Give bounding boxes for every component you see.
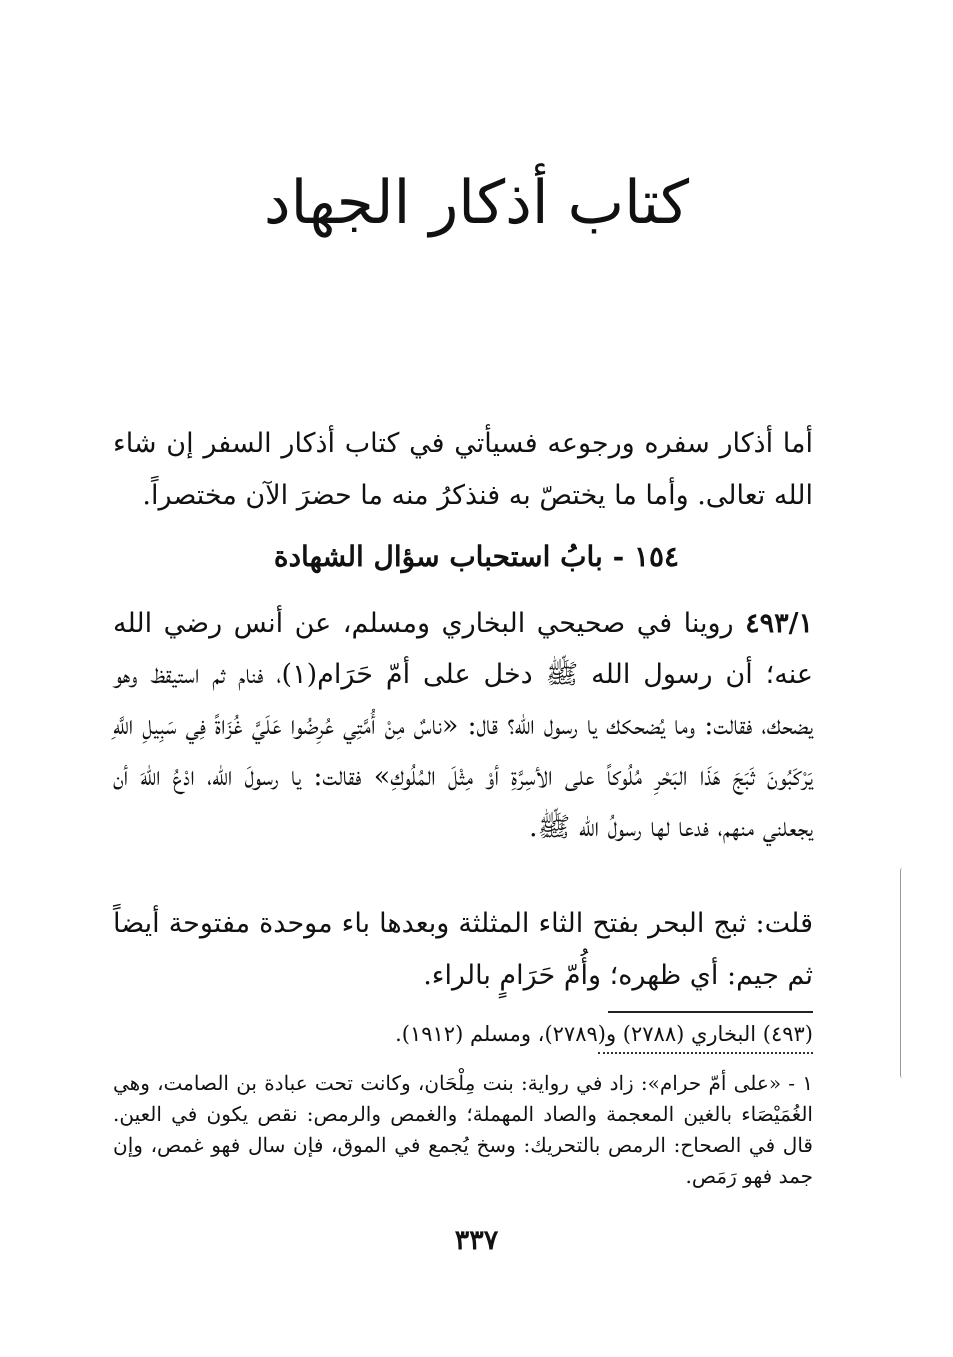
- chapter-heading: ١٥٤ - بابُ استحباب سؤال الشهادة: [273, 540, 680, 573]
- page-number: ٣٣٧: [454, 1225, 499, 1256]
- footnote-divider: [608, 1011, 813, 1013]
- margin-mark: [900, 868, 905, 1078]
- book-title: كتاب أذكار الجهاد: [263, 168, 690, 238]
- hadith-text: روينا في صحيحي البخاري ومسلم، عن أنس رضي الله عنه؛ أن رسول الله ﷺ دخل على أمّ حَرَام(١)، فنام ثم استيقظ وهو يضحك، فقالت: وما يُضحكك يا رسول الله؟ قال: «ناسٌ مِنْ أُمَّتِي عُرِضُوا عَلَيَّ غُزَاةً فِي سَبِيلِ اللَّهِ يَرْكَبُونَ ثَبَجَ هَذَا البَحْرِ مُلُوكاً على الأسِرَّةِ أوْ مِثْلَ المُلُوكِ» فقالت: يا رسولَ الله، ادْعُ اللهَ أن يجعلني منهم، فدعا لها رسولُ الله ﷺ.: [113, 608, 813, 843]
- intro-paragraph: أما أذكار سفره ورجوعه فسيأتي في كتاب أذكار السفر إن شاء الله تعالى. وأما ما يختصّ به فنذكرُ منه ما حضرَ الآن مختصراً.: [113, 428, 813, 511]
- footnote-source: (٤٩٣) البخاري (٢٧٨٨) و(٢٧٨٩)، ومسلم (١٩١٢).: [395, 1022, 813, 1046]
- explanatory-note: قلت: ثبج البحر بفتح الثاء المثلثة وبعدها باء موحدة مفتوحة أيضاً ثم جيم: أي ظهره؛ وأُمّ حَرَامٍ بالراء.: [113, 908, 813, 991]
- hadith-number: ٤٩٣/١: [745, 608, 813, 639]
- footnote-1: ١ - «على أمّ حرام»: زاد في رواية: بنت مِلْحَان، وكانت تحت عبادة بن الصامت، وهي الغُمَيْصَاء بالغين المعجمة والصاد المهملة؛ والغمص والرمص: نقص يكون في العين. قال في الصحاح: الرمص بالتحريك: وسخ يُجمع في الموق، فإن سال فهو غمص، وإن جمد فهو رَمَص.: [113, 1071, 814, 1188]
- hadith-paragraph: [113, 598, 813, 853]
- footnote-dotted-divider: [598, 1052, 813, 1054]
